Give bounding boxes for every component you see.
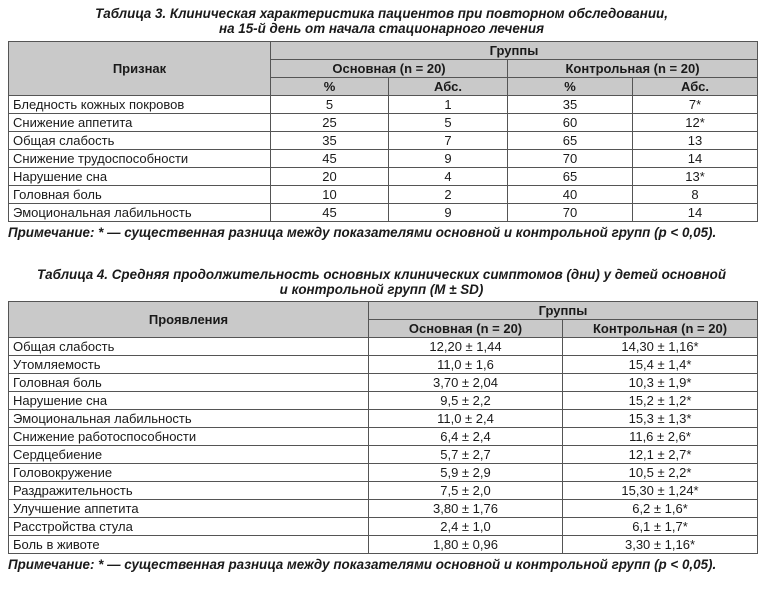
- table3-header-groups: Группы: [271, 42, 758, 60]
- main-abs: 9: [389, 204, 508, 222]
- main-pct: 45: [271, 150, 389, 168]
- control-value: 15,30 ± 1,24*: [563, 482, 758, 500]
- main-abs: 4: [389, 168, 508, 186]
- table-row: [9, 114, 758, 132]
- main-pct: 45: [271, 204, 389, 222]
- main-value: 7,5 ± 2,0: [369, 482, 563, 500]
- main-value: 1,80 ± 0,96: [369, 536, 563, 554]
- table-row: [9, 132, 758, 150]
- main-abs: 7: [389, 132, 508, 150]
- control-value: 12,1 ± 2,7*: [563, 446, 758, 464]
- table-row: [9, 96, 758, 114]
- control-value: 15,4 ± 1,4*: [563, 356, 758, 374]
- table3-header-control-pct: %: [508, 78, 633, 96]
- control-value: 14,30 ± 1,16*: [563, 338, 758, 356]
- main-pct: 25: [271, 114, 389, 132]
- row-label: Расстройства стула: [9, 518, 369, 536]
- table3-caption-line1: Таблица 3. Клиническая характеристика пациентов при повторном обследовании,: [95, 6, 668, 21]
- control-pct: 35: [508, 96, 633, 114]
- main-value: 3,70 ± 2,04: [369, 374, 563, 392]
- table-row: [9, 464, 758, 482]
- control-value: 6,1 ± 1,7*: [563, 518, 758, 536]
- control-value: 10,3 ± 1,9*: [563, 374, 758, 392]
- table3-caption-line2: на 15-й день от начала стационарного лечения: [219, 21, 544, 36]
- table3-header-main-pct: %: [271, 78, 389, 96]
- table3-header-control: Контрольная (n = 20): [508, 60, 758, 78]
- table4-header-groups: Группы: [369, 302, 758, 320]
- row-label: Нарушение сна: [9, 392, 369, 410]
- table4-caption: [0, 267, 763, 297]
- table-row: [9, 338, 758, 356]
- table-row: [9, 356, 758, 374]
- control-abs: 13: [633, 132, 758, 150]
- main-abs: 5: [389, 114, 508, 132]
- table3-caption: [0, 6, 763, 36]
- main-pct: 5: [271, 96, 389, 114]
- row-label: Нарушение сна: [9, 168, 271, 186]
- main-abs: 1: [389, 96, 508, 114]
- control-value: 15,2 ± 1,2*: [563, 392, 758, 410]
- control-pct: 70: [508, 204, 633, 222]
- control-abs: 13*: [633, 168, 758, 186]
- main-value: 5,7 ± 2,7: [369, 446, 563, 464]
- table-row: [9, 500, 758, 518]
- row-label: Утомляемость: [9, 356, 369, 374]
- control-value: 10,5 ± 2,2*: [563, 464, 758, 482]
- row-label: Эмоциональная лабильность: [9, 204, 271, 222]
- table4-section: [0, 267, 763, 573]
- main-value: 2,4 ± 1,0: [369, 518, 563, 536]
- control-value: 3,30 ± 1,16*: [563, 536, 758, 554]
- main-value: 6,4 ± 2,4: [369, 428, 563, 446]
- table-row: [9, 392, 758, 410]
- control-abs: 14: [633, 150, 758, 168]
- table3-header-control-abs: Абс.: [633, 78, 758, 96]
- table3-note: Примечание: * — существенная разница между показателями основной и контрольной групп (p < 0,05).: [8, 225, 717, 240]
- table-row: [9, 150, 758, 168]
- main-value: 12,20 ± 1,44: [369, 338, 563, 356]
- main-abs: 9: [389, 150, 508, 168]
- main-value: 11,0 ± 2,4: [369, 410, 563, 428]
- table-row: [9, 446, 758, 464]
- table-row: [9, 410, 758, 428]
- table4: [8, 301, 758, 554]
- row-label: Головокружение: [9, 464, 369, 482]
- control-pct: 40: [508, 186, 633, 204]
- table-row: [9, 168, 758, 186]
- table3-header-main-abs: Абс.: [389, 78, 508, 96]
- row-label: Головная боль: [9, 374, 369, 392]
- table4-note: Примечание: * — существенная разница между показателями основной и контрольной групп (p < 0,05).: [8, 557, 717, 572]
- table3-header-main: Основная (n = 20): [271, 60, 508, 78]
- table-row: [9, 482, 758, 500]
- main-value: 11,0 ± 1,6: [369, 356, 563, 374]
- table4-caption-line2: и контрольной групп (M ± SD): [279, 282, 484, 297]
- control-abs: 12*: [633, 114, 758, 132]
- main-pct: 20: [271, 168, 389, 186]
- main-pct: 10: [271, 186, 389, 204]
- row-label: Снижение работоспособности: [9, 428, 369, 446]
- row-label: Общая слабость: [9, 338, 369, 356]
- control-abs: 8: [633, 186, 758, 204]
- row-label: Улучшение аппетита: [9, 500, 369, 518]
- main-pct: 35: [271, 132, 389, 150]
- table-row: [9, 536, 758, 554]
- table3: [8, 41, 758, 222]
- row-label: Эмоциональная лабильность: [9, 410, 369, 428]
- control-value: 15,3 ± 1,3*: [563, 410, 758, 428]
- control-pct: 70: [508, 150, 633, 168]
- control-abs: 7*: [633, 96, 758, 114]
- table3-header-feature: Признак: [9, 42, 271, 96]
- control-pct: 65: [508, 132, 633, 150]
- table-row: [9, 186, 758, 204]
- main-value: 9,5 ± 2,2: [369, 392, 563, 410]
- main-value: 5,9 ± 2,9: [369, 464, 563, 482]
- table4-header-control: Контрольная (n = 20): [563, 320, 758, 338]
- table4-caption-line1: Таблица 4. Средняя продолжительность основных клинических симптомов (дни) у детей основной: [36, 267, 727, 282]
- main-abs: 2: [389, 186, 508, 204]
- row-label: Общая слабость: [9, 132, 271, 150]
- row-label: Раздражительность: [9, 482, 369, 500]
- control-pct: 65: [508, 168, 633, 186]
- row-label: Снижение аппетита: [9, 114, 271, 132]
- row-label: Головная боль: [9, 186, 271, 204]
- table-row: [9, 518, 758, 536]
- control-value: 11,6 ± 2,6*: [563, 428, 758, 446]
- table3-section: [0, 6, 763, 241]
- row-label: Боль в животе: [9, 536, 369, 554]
- row-label: Бледность кожных покровов: [9, 96, 271, 114]
- control-abs: 14: [633, 204, 758, 222]
- main-value: 3,80 ± 1,76: [369, 500, 563, 518]
- table-row: [9, 374, 758, 392]
- control-value: 6,2 ± 1,6*: [563, 500, 758, 518]
- table-row: [9, 428, 758, 446]
- row-label: Снижение трудоспособности: [9, 150, 271, 168]
- table-row: [9, 204, 758, 222]
- control-pct: 60: [508, 114, 633, 132]
- row-label: Сердцебиение: [9, 446, 369, 464]
- table4-header-feature: Проявления: [9, 302, 369, 338]
- table4-header-main: Основная (n = 20): [369, 320, 563, 338]
